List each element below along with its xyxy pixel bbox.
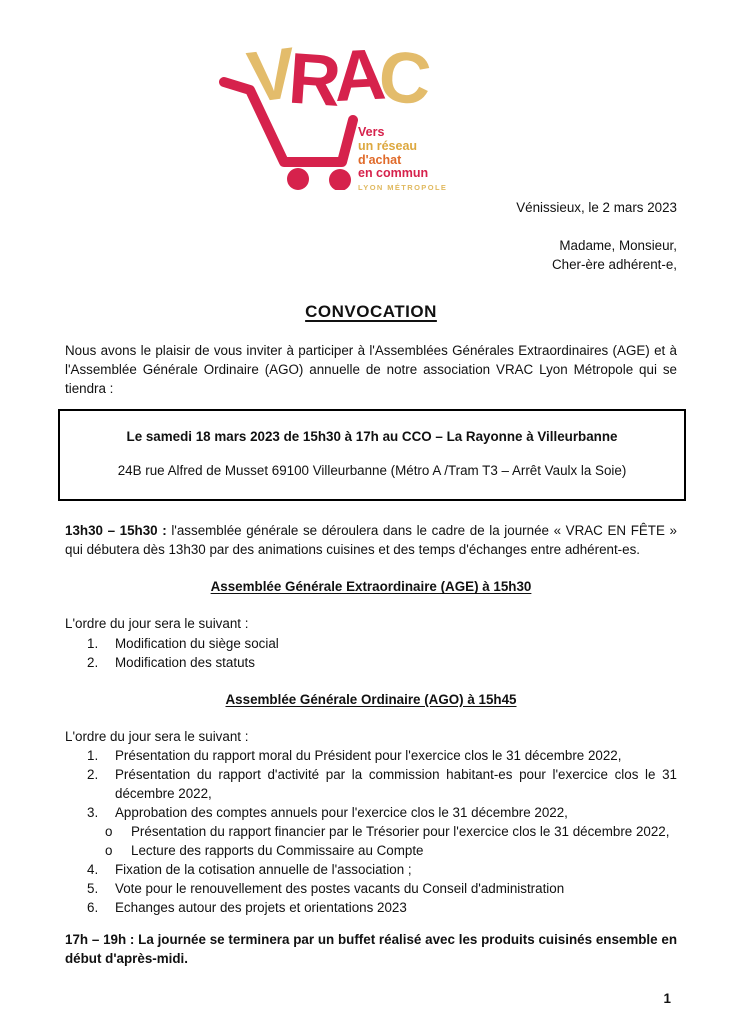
tagline-line-1: Vers <box>358 125 385 139</box>
list-item: 5. Vote pour le renouvellement des postes vacants du Conseil d'administration <box>65 879 677 898</box>
schedule-intro-text: l'assemblée générale se déroulera dans le cadre de la journée « VRAC EN FÊTE » qui débutera dès 13h30 par des animations cuisines et des temps d'échanges entre adhérent-es. <box>65 523 677 558</box>
intro-paragraph: Nous avons le plaisir de vous inviter à participer à l'Assemblées Générales Extraordinaires (AGE) et à l'Assemblée Générale Ordinaire (AGO) annuelle de notre association VRAC Lyon Métropole qui se tiendra : <box>65 343 677 397</box>
list-item: 1. Présentation du rapport moral du Président pour l'exercice clos le 31 décembre 2022, <box>65 746 677 765</box>
event-address: 24B rue Alfred de Musset 69100 Villeurbanne (Métro A /Tram T3 – Arrêt Vaulx la Soie) <box>117 463 627 479</box>
list-item: 6. Echanges autour des projets et orientations 2023 <box>65 898 677 917</box>
logo-region-label: LYON MÉTROPOLE <box>358 183 448 192</box>
age-agenda-list <box>65 634 677 672</box>
closing-time-range: 17h – 19h : <box>65 931 135 947</box>
list-item: 3. Approbation des comptes annuels pour l'exercice clos le 31 décembre 2022, <box>65 803 677 822</box>
closing-paragraph <box>65 930 677 968</box>
tagline-line-4: en commun <box>358 166 429 181</box>
salutation-line-2: Cher-ère adhérent-e, <box>551 257 677 273</box>
list-item-number: 2. <box>87 654 99 670</box>
logo-letter-a: A <box>331 34 382 118</box>
event-details-box <box>58 409 686 501</box>
closing-text: La journée se terminera par un buffet réalisé avec les produits cuisinés ensemble en début d'après-midi. <box>65 931 678 966</box>
logo-brand-letters <box>243 33 428 122</box>
page-number: 1 <box>663 991 671 1006</box>
dateline: Vénissieux, le 2 mars 2023 <box>516 200 677 215</box>
schedule-time-range: 13h30 – 15h30 : <box>65 523 167 539</box>
ago-agenda-list <box>65 746 677 917</box>
salutation-line-1: Madame, Monsieur, <box>559 238 677 254</box>
list-item-number: 6. <box>87 899 99 915</box>
logo-letter-r: R <box>286 38 337 122</box>
list-item-number: 1. <box>87 635 99 651</box>
schedule-intro-paragraph <box>65 521 677 559</box>
document-title: CONVOCATION <box>305 302 437 322</box>
list-item-number: 1. <box>87 747 99 763</box>
list-item-number: 2. <box>87 766 99 782</box>
list-item: 1. Modification du siège social <box>65 634 677 653</box>
tagline-line-2: un réseau <box>358 138 418 153</box>
logo-letter-c: C <box>375 36 428 120</box>
list-item-number: 5. <box>87 880 99 896</box>
ago-agenda-intro: L'ordre du jour sera le suivant : <box>65 728 249 744</box>
sub-list-item: o Présentation du rapport financier par le Trésorier pour l'exercice clos le 31 décembre 2022, <box>65 822 677 841</box>
salutation <box>65 236 677 274</box>
event-date-location: Le samedi 18 mars 2023 de 15h30 à 17h au CCO – La Rayonne à Villeurbanne <box>126 429 618 445</box>
sub-list-bullet: o <box>105 823 113 839</box>
list-item-number: 3. <box>87 804 99 820</box>
list-item: 2. Présentation du rapport d'activité par la commission habitant-es pour l'exercice clos le 31 décembre 2022, <box>87 766 677 801</box>
age-agenda-intro: L'ordre du jour sera le suivant : <box>65 616 249 632</box>
ago-section-heading: Assemblée Générale Ordinaire (AGO) à 15h45 <box>225 691 517 707</box>
vrac-logo <box>216 33 476 192</box>
list-item: 4. Fixation de la cotisation annuelle de l'association ; <box>65 860 677 879</box>
list-item-number: 4. <box>87 861 99 877</box>
sub-list-item: o Lecture des rapports du Commissaire au Compte <box>65 841 677 860</box>
logo-tagline <box>358 126 447 192</box>
age-section-heading: Assemblée Générale Extraordinaire (AGE) à 15h30 <box>210 579 532 595</box>
list-item: 2. Modification des statuts <box>65 653 677 672</box>
logo-letter-v: V <box>243 33 294 119</box>
sub-list-bullet: o <box>105 842 113 858</box>
tagline-line-3: d'achat <box>358 152 402 167</box>
